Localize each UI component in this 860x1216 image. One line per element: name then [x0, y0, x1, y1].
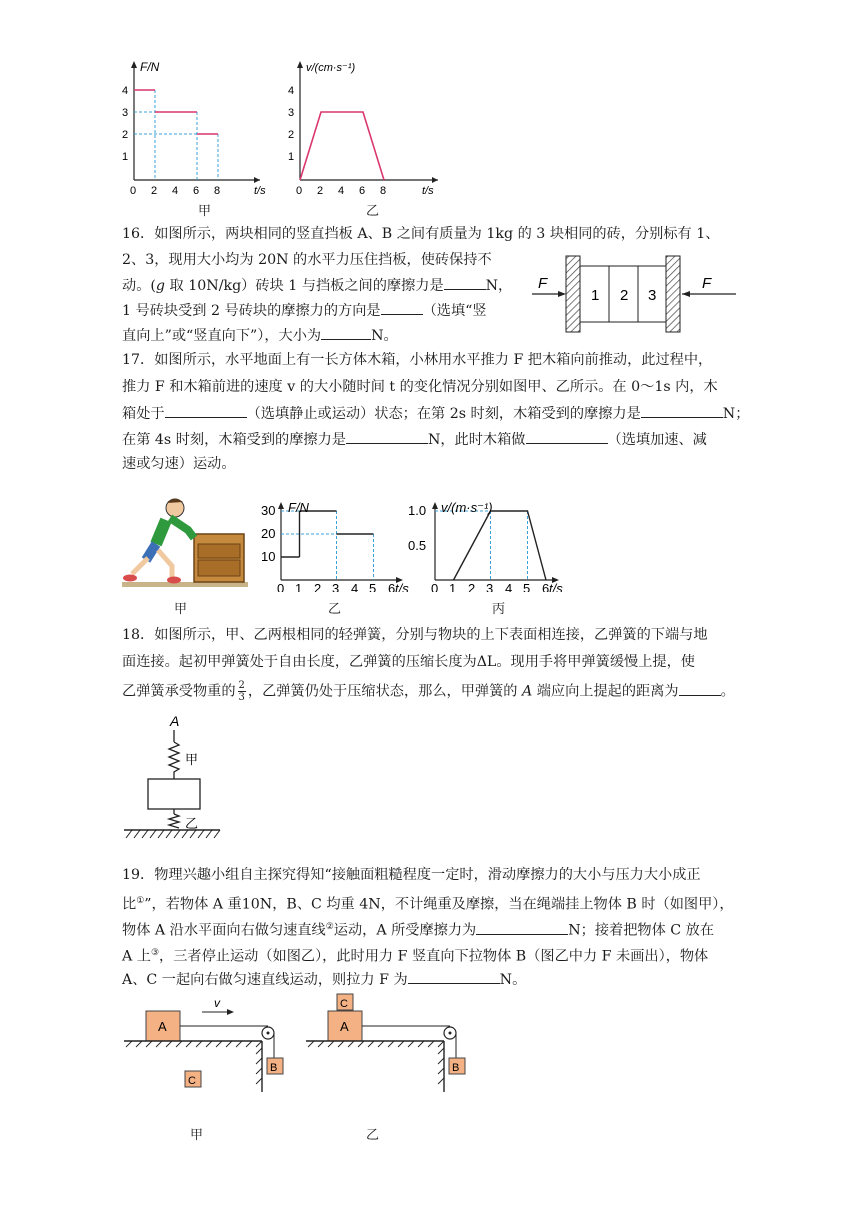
y-tick: 0.5 [408, 538, 427, 553]
point-label: A [170, 713, 180, 729]
block [148, 779, 200, 809]
x-tick: 0 [431, 581, 439, 592]
q17-velocity-time-graph [408, 500, 563, 592]
brick-label: 1 [591, 287, 600, 304]
q19-line3: 物体 A 沿水平面向右做匀速直线②运动，A 所受摩擦力为 N；接着把物体 C 放在 [122, 917, 714, 941]
q19-line5: A、C 一起向右做匀速直线运动，则拉力 F 为 N。 [122, 969, 526, 990]
right-board [666, 256, 680, 332]
x-tick: 4 [351, 581, 359, 592]
answer-blank[interactable] [165, 403, 247, 418]
q19-line1: 19．物理兴趣小组自主探究得知“接触面粗糙程度一定时，滑动摩擦力的大小与压力大小成正 [122, 867, 701, 883]
x-tick: 1 [449, 581, 457, 592]
q17-line4: 在第 4s 时刻，木箱受到的摩擦力是 N，此时木箱做 （选填加速、减 [122, 429, 707, 450]
y-tick: 1.0 [408, 503, 427, 518]
x-tick: 2 [314, 581, 322, 592]
spring-label: 甲 [185, 752, 199, 767]
answer-blank[interactable] [381, 300, 423, 315]
spring-label: 乙 [185, 816, 199, 830]
x-tick: 1 [295, 581, 303, 592]
lower-spring [169, 814, 179, 828]
y-tick: 30 [261, 503, 276, 518]
q19-line2: 比①”，若物体 A 重10N，B、C 均重 4N，不计绳重及摩擦，当在绳端挂上物体 B 时（如图甲）， [122, 896, 734, 913]
x-tick: 2 [468, 581, 476, 592]
pulley-figure-left [124, 996, 283, 1092]
x-axis-label: t/s [395, 581, 409, 592]
x-tick: 6 [193, 185, 200, 195]
x-tick: 4 [338, 185, 345, 195]
q19-line4: A 上③，三者停止运动（如图乙），此时用力 F 竖直向下拉物体 B（图乙中力 F 未画出），物体 [122, 948, 709, 965]
answer-blank[interactable] [321, 325, 371, 340]
q17-line2: 推力 F 和木箱前进的速度 v 的大小随时间 t 的变化情况分别如图甲、乙所示。在 0～1s 内，木 [122, 379, 718, 395]
figure-caption: 甲 [198, 204, 212, 219]
y-axis-label: F/N [288, 500, 309, 515]
answer-blank[interactable] [526, 429, 608, 444]
q17-graphs [255, 500, 605, 592]
q16-line3: 动。(g 取 10N/kg）砖块 1 与挡板之间的摩擦力是 N， [122, 275, 512, 296]
answer-blank[interactable] [408, 969, 500, 984]
y-axis-label: F/N [140, 60, 160, 74]
answer-blank[interactable] [641, 403, 723, 418]
svg-text:C: C [340, 998, 348, 1010]
q18-line1: 18．如图所示，甲、乙两根相同的轻弹簧，分别与物块的上下表面相连接，乙弹簧的下端与地 [122, 627, 708, 643]
y-tick: 1 [122, 151, 129, 163]
svg-text:B: B [270, 1062, 278, 1074]
velocity-label: v [214, 996, 220, 1010]
y-axis-label: v/(m·s⁻¹) [441, 500, 493, 515]
svg-text:A: A [158, 1019, 167, 1034]
x-tick: 6 [359, 185, 366, 195]
q17-force-time-graph [261, 500, 409, 592]
figure-caption: 乙 [328, 602, 342, 617]
x-tick: 6 [388, 581, 396, 592]
x-tick: 3 [486, 581, 494, 592]
svg-text:A: A [340, 1019, 349, 1034]
x-tick: 0 [130, 185, 137, 195]
y-tick: 2 [288, 129, 295, 141]
q17-line1: 17．如图所示，水平地面上有一长方体木箱，小林用水平推力 F 把木箱向前推动，此过程中， [122, 352, 713, 368]
q16-line5: 直向上”或“竖直向下”），大小为 N。 [122, 325, 398, 346]
x-tick: 8 [214, 185, 221, 195]
force-label: F [538, 275, 548, 292]
y-axis-label: v/(cm·s⁻¹) [306, 62, 356, 74]
q16-line2: 2、3，现用大小均为 20N 的水平力压住挡板，使砖保持不 [122, 252, 492, 268]
x-tick: 0 [296, 185, 303, 195]
x-tick: 0 [277, 581, 285, 592]
y-tick: 1 [288, 151, 295, 163]
figure-caption: 丙 [492, 602, 506, 617]
x-tick: 5 [369, 581, 377, 592]
x-axis-label: t/s [254, 185, 266, 195]
figure-caption: 乙 [366, 1128, 380, 1143]
y-tick: 2 [122, 129, 129, 141]
svg-text:C: C [188, 1075, 196, 1087]
y-tick: 20 [261, 526, 276, 541]
x-tick: 5 [523, 581, 531, 592]
springs-figure [122, 712, 232, 830]
boy-pushing-box-illustration [122, 494, 248, 590]
q16-line4: 1 号砖块受到 2 号砖块的摩擦力的方向是 （选填“竖 [122, 300, 487, 321]
x-axis-label: t/s [422, 185, 434, 195]
upper-spring [169, 742, 179, 779]
x-tick: 4 [505, 581, 513, 592]
q18-line2: 面连接。起初甲弹簧处于自由长度，乙弹簧的压缩长度为ΔL。现用手将甲弹簧缓慢上提，使 [122, 654, 695, 670]
figure-caption: 甲 [190, 1128, 204, 1143]
figure-caption: 乙 [366, 204, 380, 219]
q18-line3: 乙弹簧承受物重的 $\frac{2}{3}$ ，乙弹簧仍处于压缩状态，那么，甲弹簧的 A 端应向上提起的距离为 。 [122, 680, 735, 703]
pulley-figures [122, 992, 482, 1092]
y-tick: 10 [261, 549, 276, 564]
figure-caption: 甲 [174, 602, 188, 617]
force-label: F [702, 275, 712, 292]
y-tick: 4 [288, 85, 295, 97]
answer-blank[interactable] [346, 429, 428, 444]
top-graphs [110, 55, 450, 195]
brick-label: 3 [648, 287, 657, 304]
force-time-graph [122, 60, 266, 195]
fraction: $\frac{2}{3}$ [238, 680, 245, 703]
x-tick: 8 [380, 185, 387, 195]
q17-line3: 箱处于 （选填静止或运动）状态；在第 2s 时刻，木箱受到的摩擦力是 N； [122, 403, 749, 424]
x-tick: 4 [172, 185, 179, 195]
answer-blank[interactable] [444, 275, 486, 290]
x-axis-label: t/s [549, 581, 563, 592]
ground [122, 828, 232, 840]
q16-line1: 16．如图所示，两块相同的竖直挡板 A、B 之间有质量为 1kg 的 3 块相同的砖，分别标有 1、 [122, 226, 720, 242]
brick-label: 2 [620, 287, 629, 304]
x-tick: 2 [317, 185, 324, 195]
bricks-figure [530, 252, 740, 336]
x-tick: 3 [332, 581, 340, 592]
answer-blank[interactable] [476, 920, 568, 935]
x-tick: 2 [151, 185, 158, 195]
y-tick: 3 [122, 107, 129, 119]
left-board [566, 256, 580, 332]
svg-text:B: B [452, 1062, 460, 1074]
y-tick: 4 [122, 85, 129, 97]
y-tick: 3 [288, 107, 295, 119]
velocity-time-graph [288, 61, 438, 195]
answer-blank[interactable] [679, 681, 721, 696]
pulley-figure-right [306, 994, 465, 1092]
x-tick: 6 [542, 581, 550, 592]
q17-line5: 速或匀速）运动。 [122, 456, 236, 472]
